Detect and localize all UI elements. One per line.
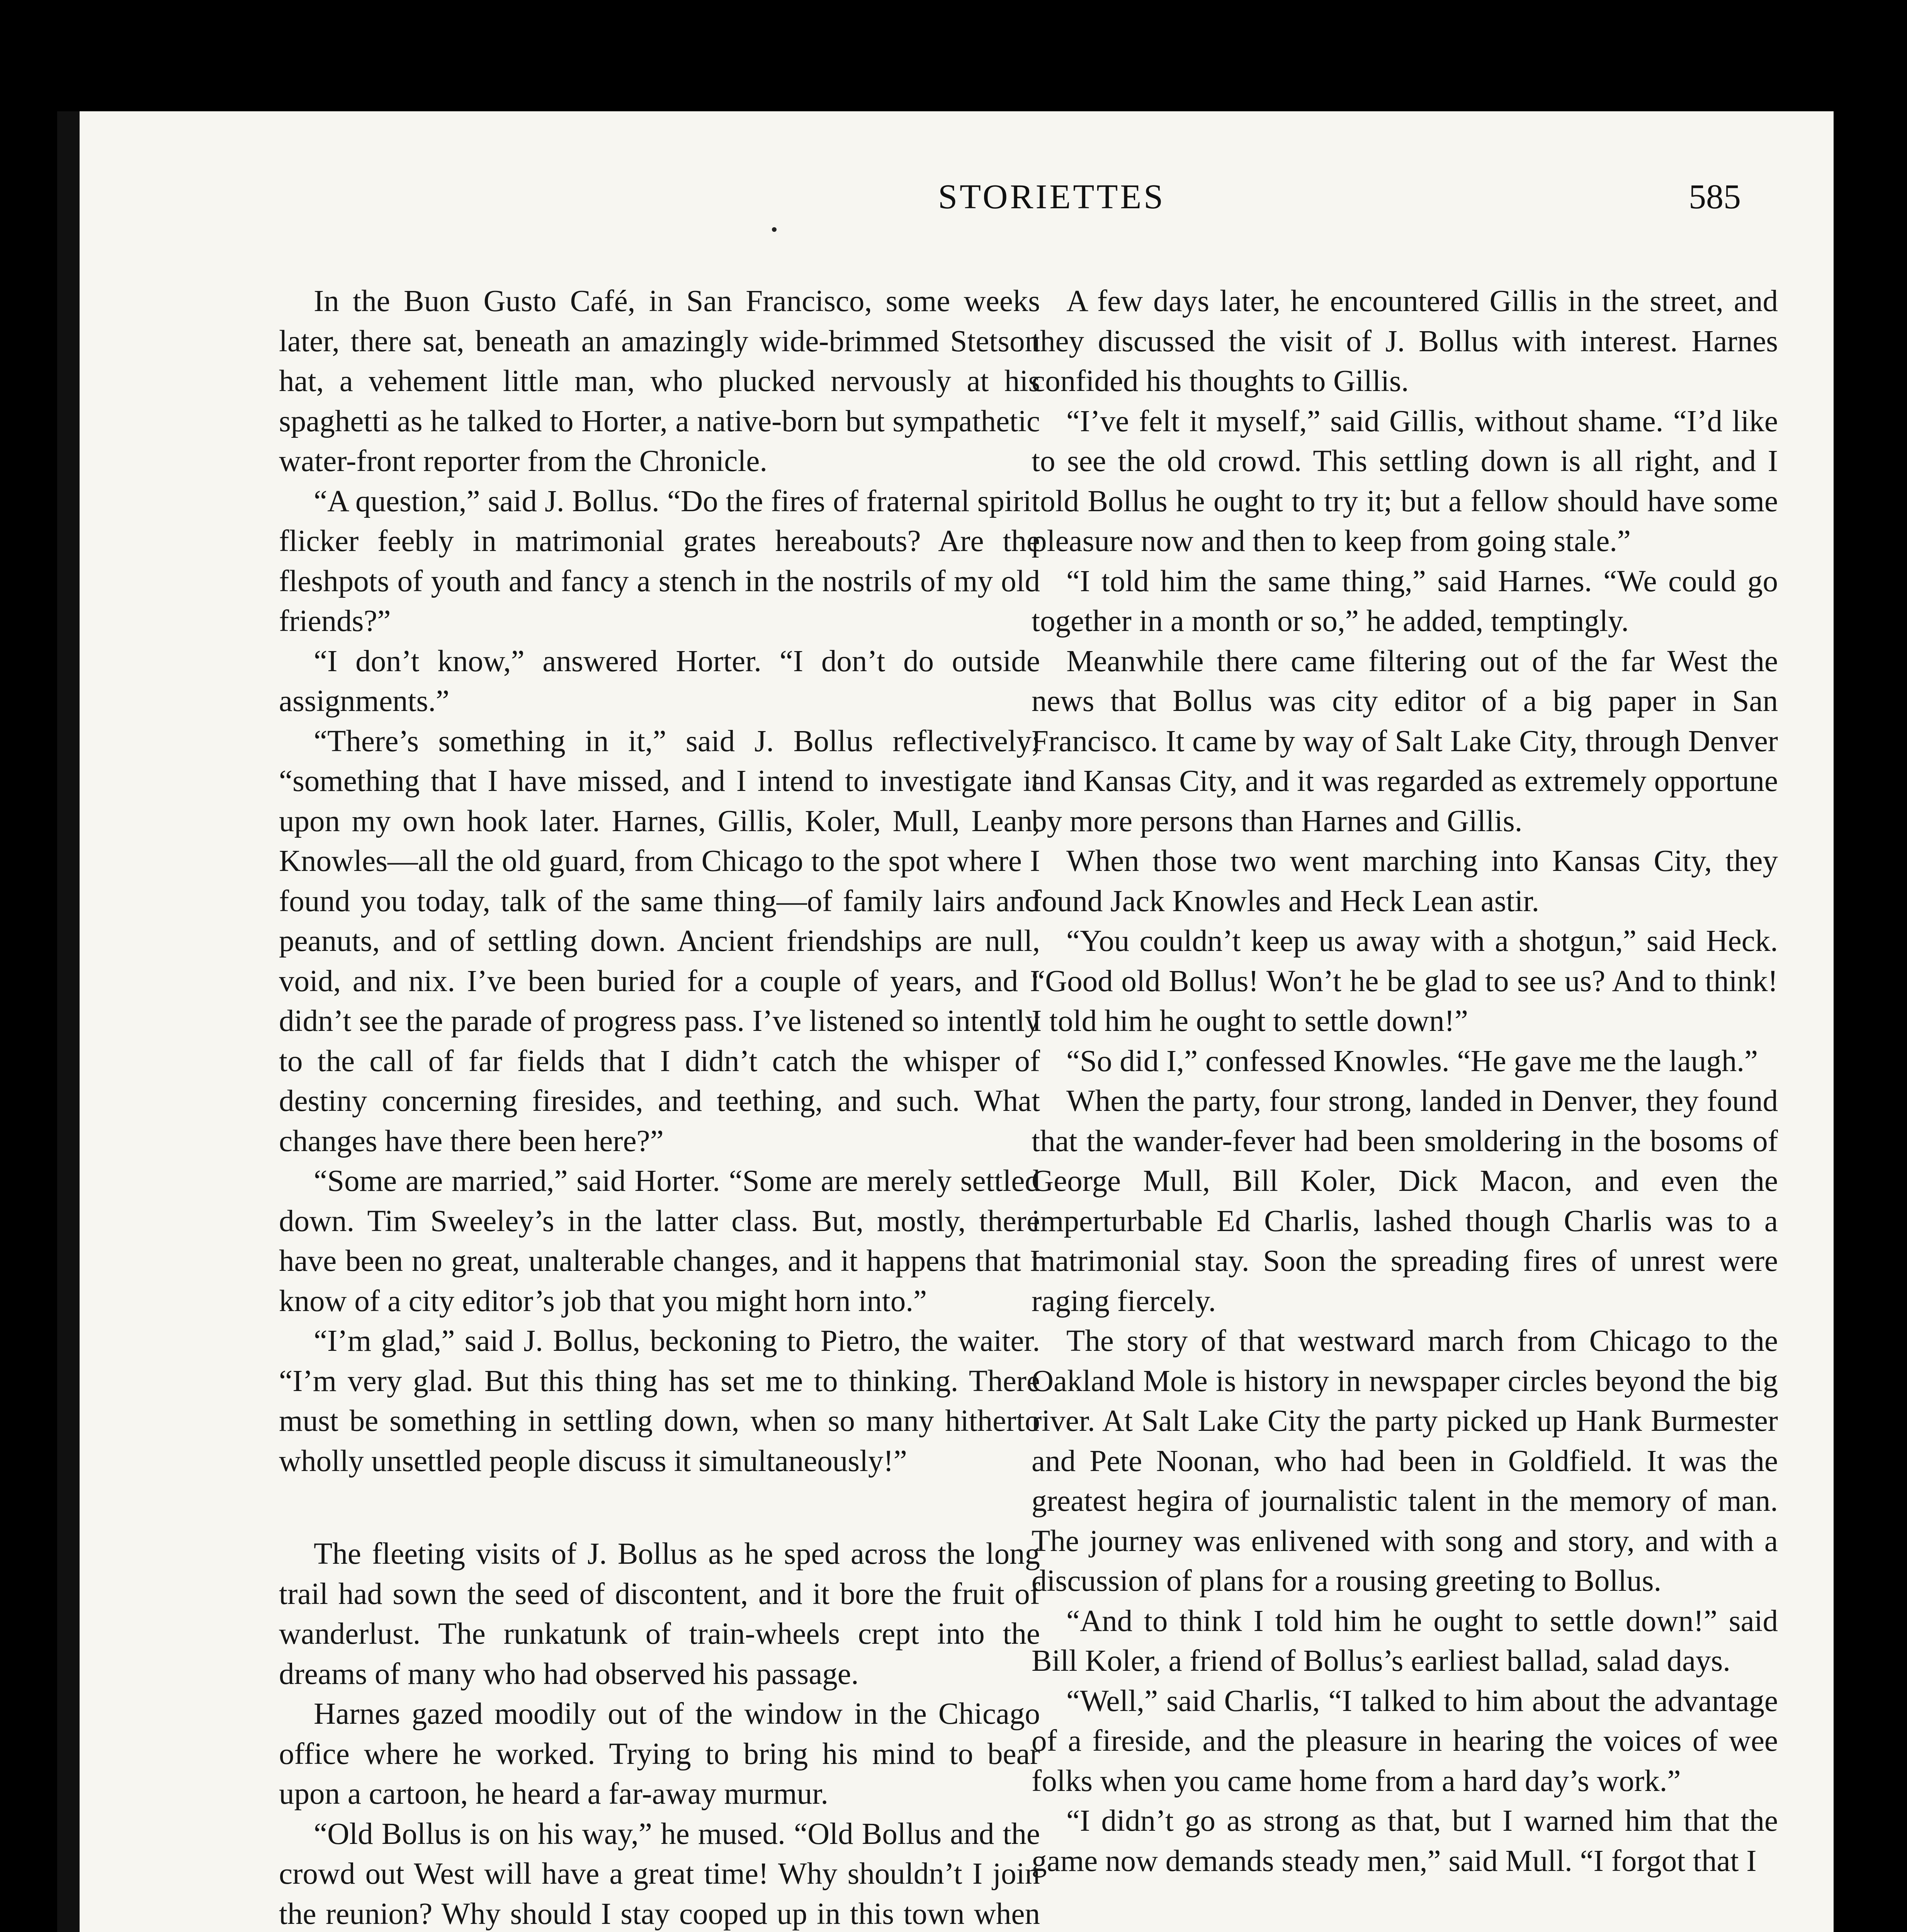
paragraph: In the Buon Gusto Café, in San Francisco, some weeks later, there sat, beneath an amazingly wide-brimmed Stetson hat, a vehement little man, who plucked nervously at his spaghetti as he talked to Horter, a native-born but sympathetic water-front reporter from the Chronicle.: [279, 284, 1040, 478]
magazine-page: [57, 111, 1834, 1932]
paragraph: “I’ve felt it myself,” said Gillis, without shame. “I’d like to see the old crowd. This settling down is all right, and I told Bollus he ought to try it; but a fellow should have some pleasure now and then to keep from going stale.”: [1032, 404, 1778, 558]
paragraph: The story of that westward march from Chicago to the Oakland Mole is history in newspaper circles beyond the big river. At Salt Lake City the party picked up Hank Burmester and Pete Noonan, who had been in Goldfield. It was the greatest hegira of journalistic talent in the memory of man. The journey was enlivened with song and story, and with a discussion of plans for a rousing greeting to Bollus.: [1032, 1324, 1778, 1598]
paragraph: “Well,” said Charlis, “I talked to him about the advantage of a fireside, and the pleasure in hearing the voices of wee folks when you came home from a hard day’s work.”: [1032, 1684, 1778, 1798]
paragraph: “I’m glad,” said J. Bollus, beckoning to Pietro, the waiter. “I’m very glad. But this thing has set me to thinking. There must be something in settling down, when so many hitherto wholly unsettled people discuss it simultaneously!”: [279, 1324, 1040, 1478]
paragraph: The fleeting visits of J. Bollus as he sped across the long trail had sown the seed of discontent, and it bore the fruit of wanderlust. The runkatunk of train-wheels crept into the dreams of many who had observed his passage.: [279, 1537, 1040, 1691]
right-column: [1032, 281, 1778, 1881]
paragraph: “I told him the same thing,” said Harnes. “We could go together in a month or so,” he added, temptingly.: [1032, 564, 1778, 638]
paragraph: “So did I,” confessed Knowles. “He gave me the laugh.”: [1066, 1044, 1758, 1078]
paragraph: “Some are married,” said Horter. “Some are merely settled down. Tim Sweeley’s in the latter class. But, mostly, there have been no great, unalterable changes, and it happens that I know of a city editor’s job that you might horn into.”: [279, 1164, 1040, 1318]
left-column: [279, 281, 1040, 1932]
paragraph: When the party, four strong, landed in Denver, they found that the wander-fever had been smoldering in the bosoms of George Mull, Bill Koler, Dick Macon, and even the imperturbable Ed Charlis, lashed though Charlis was to a matrimonial stay. Soon the spreading fires of unrest were raging fiercely.: [1032, 1084, 1778, 1318]
running-header: STORIETTES: [938, 178, 1166, 216]
paragraph: “I don’t know,” answered Horter. “I don’t do outside assignments.”: [279, 644, 1040, 718]
paragraph: “Old Bollus is on his way,” he mused. “Old Bollus and the crowd out West will have a great time! Why shouldn’t I join the reunion? Why should I stay cooped up in this town when: [279, 1817, 1040, 1931]
paragraph: “And to think I told him he ought to settle down!” said Bill Koler, a friend of Bollus’s earliest ballad, salad days.: [1032, 1604, 1778, 1678]
page-number: 585: [1689, 178, 1741, 216]
paragraph: “There’s something in it,” said J. Bollus reflectively; “something that I have missed, and I intend to investigate it upon my own hook later. Harnes, Gillis, Koler, Mull, Lean, Knowles—all the old guard, from Chicago to the spot where I found you today, talk of the same thing—of family lairs and peanuts, and of settling down. Ancient friendships are null, void, and nix. I’ve been buried for a couple of years, and I didn’t see the parade of progress pass. I’ve listened so intently to the call of far fields that I didn’t catch the whisper of destiny concerning firesides, and teething, and such. What changes have there been here?”: [279, 724, 1040, 1158]
paragraph: “A question,” said J. Bollus. “Do the fires of fraternal spirit flicker feebly in matrimonial grates hereabouts? Are the fleshpots of youth and fancy a stench in the nostrils of my old friends?”: [279, 484, 1040, 638]
paragraph: Meanwhile there came filtering out of the far West the news that Bollus was city editor of a big paper in San Francisco. It came by way of Salt Lake City, through Denver and Kansas City, and it was regarded as extremely opportune by more persons than Harnes and Gillis.: [1032, 644, 1778, 838]
paragraph: When those two went marching into Kansas City, they found Jack Knowles and Heck Lean astir.: [1032, 844, 1778, 918]
binding-gutter: [57, 111, 80, 1932]
paragraph: “I didn’t go as strong as that, but I warned him that the game now demands steady men,” said Mull. “I forgot that I: [1032, 1804, 1778, 1878]
paragraph: “You couldn’t keep us away with a shotgun,” said Heck. “Good old Bollus! Won’t he be glad to see us? And to think! I told him he ought to settle down!”: [1032, 924, 1778, 1038]
paragraph: A few days later, he encountered Gillis in the street, and they discussed the visit of J. Bollus with interest. Harnes confided his thoughts to Gillis.: [1032, 284, 1778, 398]
paragraph: Harnes gazed moodily out of the window in the Chicago office where he worked. Trying to bring his mind to bear upon a cartoon, he heard a far-away murmur.: [279, 1697, 1040, 1811]
print-speck: [772, 227, 777, 232]
